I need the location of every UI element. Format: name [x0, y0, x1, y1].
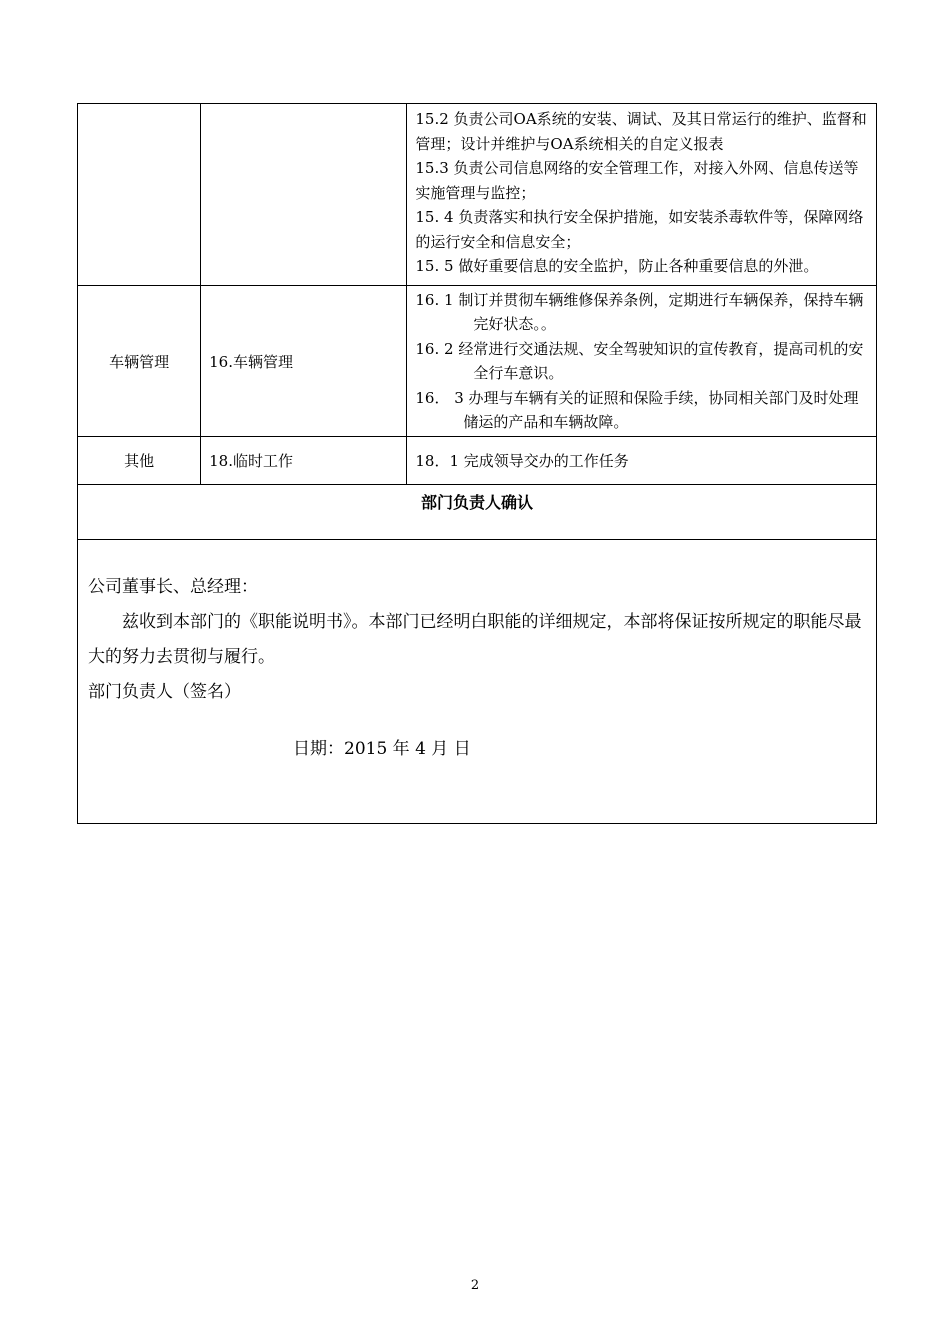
signature-label: 部门负责人（签名）: [88, 682, 241, 702]
confirm-statement: 兹收到本部门的《职能说明书》。本部门已经明白职能的详细规定，本部将保证按所规定的职能尽最大的努力去贯彻与履行。: [88, 612, 862, 667]
item-cell: 18.临时工作: [201, 437, 407, 485]
duties-cell: [407, 286, 877, 437]
item-cell: [201, 104, 407, 286]
duty-line: 15.2 负责公司OA系统的安装、调试、及其日常运行的维护、监督和管理；设计并维护与OA系统相关的自定义报表: [415, 110, 867, 153]
duty-line: 16. 1 制订并贯彻车辆维修保养条例，定期进行车辆保养，保持车辆完好状态。。: [415, 290, 864, 333]
duty-line: 15. 5 做好重要信息的安全监护，防止各种重要信息的外泄。: [415, 257, 819, 275]
confirm-body-cell: [78, 540, 877, 824]
date-line: 日期：2015 年 4 月 日: [293, 739, 471, 759]
item-cell: 16.车辆管理: [201, 286, 407, 437]
duty-line: 16. 2 经常进行交通法规、安全驾驶知识的宣传教育，提高司机的安全行车意识。: [415, 339, 864, 382]
confirm-header-row: [78, 485, 877, 540]
duties-cell: 18．1 完成领导交办的工作任务: [407, 437, 877, 485]
duties-cell: [407, 104, 877, 286]
table-row: [78, 437, 877, 485]
category-cell: 其他: [78, 437, 201, 485]
page-number: 2: [470, 1278, 480, 1293]
duties-table: [77, 103, 877, 824]
category-cell: [78, 104, 201, 286]
salutation: 公司董事长、总经理：: [88, 577, 258, 597]
category-cell: 车辆管理: [78, 286, 201, 437]
duty-line: 15.3 负责公司信息网络的安全管理工作，对接入外网、信息传送等实施管理与监控；: [415, 159, 859, 202]
confirm-title: 部门负责人确认: [78, 485, 877, 540]
duty-line: 15. 4 负责落实和执行安全保护措施，如安装杀毒软件等，保障网络的运行安全和信息安全；: [415, 208, 864, 251]
confirm-body-row: [78, 540, 877, 824]
table-row: [78, 104, 877, 286]
duty-line: 16． 3 办理与车辆有关的证照和保险手续，协同相关部门及时处理储运的产品和车辆故障。: [415, 388, 859, 431]
table-row: [78, 286, 877, 437]
